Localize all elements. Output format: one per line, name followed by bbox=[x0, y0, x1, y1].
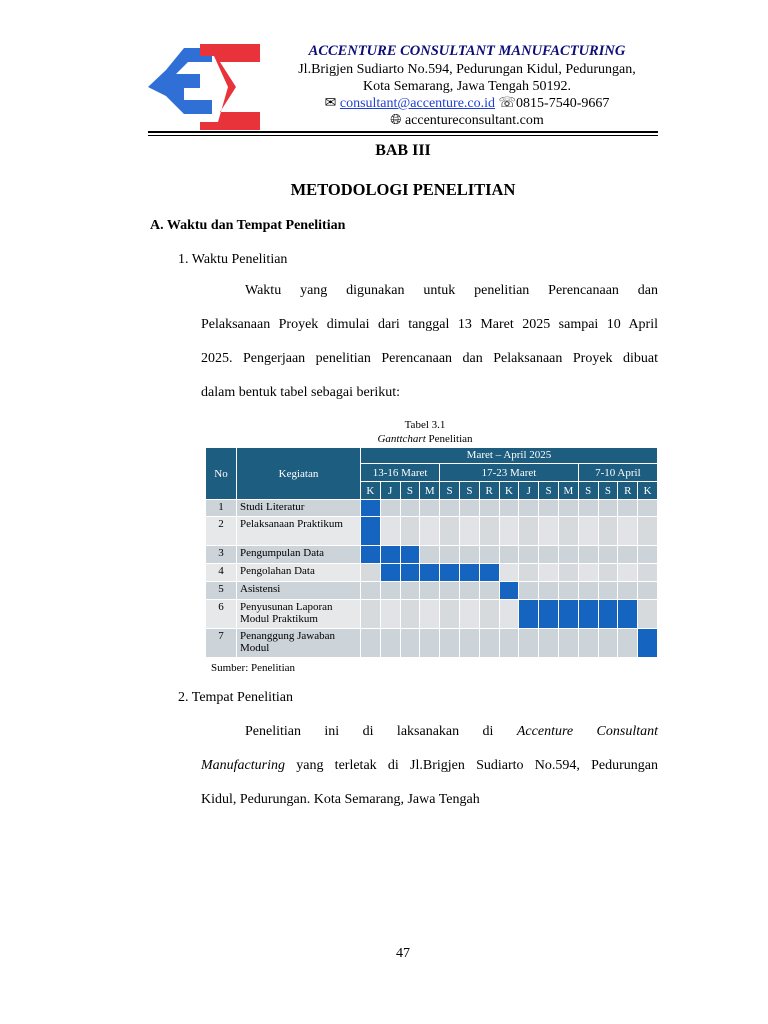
paragraph-line: Pelaksanaan Proyek dimulai dari tanggal 13 Maret 2025 sampai 10 April bbox=[201, 317, 658, 332]
gantt-empty-cell bbox=[440, 500, 460, 517]
day-header: K bbox=[638, 482, 658, 500]
paragraph-line: Waktu yang digunakan untuk penelitian Perencanaan dan bbox=[245, 283, 658, 298]
gantt-empty-cell bbox=[618, 517, 638, 546]
week-header: 7-10 April bbox=[579, 464, 658, 482]
gantt-empty-cell bbox=[559, 517, 579, 546]
column-header-no: No bbox=[206, 448, 237, 500]
row-number: 5 bbox=[206, 582, 237, 600]
gantt-bar-cell bbox=[500, 582, 520, 600]
row-activity: Pengolahan Data bbox=[237, 564, 361, 582]
gantt-empty-cell bbox=[519, 546, 539, 564]
header-rule-thick bbox=[148, 131, 658, 133]
gantt-empty-cell bbox=[638, 600, 658, 629]
gantt-empty-cell bbox=[599, 517, 619, 546]
gantt-bar-cell bbox=[579, 600, 599, 629]
column-header-kegiatan: Kegiatan bbox=[237, 448, 361, 500]
paragraph-italic: Manufacturing bbox=[201, 758, 285, 773]
table-caption-rest: Penelitian bbox=[425, 433, 473, 445]
gantt-empty-cell bbox=[420, 629, 440, 658]
gantt-empty-cell bbox=[539, 564, 559, 582]
gantt-bar-cell bbox=[381, 546, 401, 564]
gantt-empty-cell bbox=[381, 582, 401, 600]
gantt-bar-cell bbox=[460, 564, 480, 582]
gantt-empty-cell bbox=[480, 600, 500, 629]
subsection-heading-1: 1. Waktu Penelitian bbox=[178, 252, 288, 267]
row-number: 1 bbox=[206, 500, 237, 517]
gantt-bar-cell bbox=[420, 564, 440, 582]
paragraph-line: dalam bentuk tabel sebagai berikut: bbox=[201, 385, 401, 400]
gantt-empty-cell bbox=[460, 629, 480, 658]
row-activity: Asistensi bbox=[237, 582, 361, 600]
gantt-empty-cell bbox=[559, 629, 579, 658]
gantt-empty-cell bbox=[460, 546, 480, 564]
gantt-empty-cell bbox=[401, 517, 421, 546]
gantt-empty-cell bbox=[579, 564, 599, 582]
paragraph-text: Penelitian ini di laksanakan di bbox=[245, 724, 517, 739]
gantt-empty-cell bbox=[559, 582, 579, 600]
day-header: J bbox=[519, 482, 539, 500]
gantt-empty-cell bbox=[579, 517, 599, 546]
gantt-empty-cell bbox=[618, 582, 638, 600]
paragraph-line bbox=[245, 724, 658, 740]
paragraph-text: yang terletak di Jl.Brigjen Sudiarto No.594, Pedurungan bbox=[285, 758, 658, 773]
gantt-bar-cell bbox=[559, 600, 579, 629]
gantt-empty-cell bbox=[539, 517, 559, 546]
gantt-empty-cell bbox=[500, 546, 520, 564]
day-header: S bbox=[460, 482, 480, 500]
gantt-empty-cell bbox=[599, 546, 619, 564]
company-name: ACCENTURE CONSULTANT MANUFACTURING bbox=[308, 43, 626, 59]
day-header: K bbox=[500, 482, 520, 500]
gantt-empty-cell bbox=[618, 546, 638, 564]
gantt-empty-cell bbox=[500, 564, 520, 582]
gantt-empty-cell bbox=[500, 517, 520, 546]
row-activity: Studi Literatur bbox=[237, 500, 361, 517]
gantt-empty-cell bbox=[599, 564, 619, 582]
phone-icon: ☏ bbox=[498, 96, 517, 111]
gantt-bar-cell bbox=[401, 546, 421, 564]
website-text: accentureconsultant.com bbox=[404, 113, 544, 128]
gantt-empty-cell bbox=[381, 600, 401, 629]
gantt-empty-cell bbox=[361, 629, 381, 658]
gantt-bar-cell bbox=[599, 600, 619, 629]
gantt-empty-cell bbox=[420, 582, 440, 600]
day-header: M bbox=[420, 482, 440, 500]
gantt-empty-cell bbox=[539, 500, 559, 517]
gantt-empty-cell bbox=[480, 517, 500, 546]
gantt-empty-cell bbox=[618, 500, 638, 517]
gantt-empty-cell bbox=[579, 546, 599, 564]
gantt-empty-cell bbox=[460, 517, 480, 546]
table-caption-italic: Ganttchart bbox=[377, 433, 426, 445]
gantt-bar-cell bbox=[381, 564, 401, 582]
gantt-empty-cell bbox=[579, 500, 599, 517]
gantt-empty-cell bbox=[519, 500, 539, 517]
row-number: 2 bbox=[206, 517, 237, 546]
gantt-empty-cell bbox=[519, 582, 539, 600]
gantt-empty-cell bbox=[420, 517, 440, 546]
table-caption-title bbox=[340, 433, 510, 445]
gantt-empty-cell bbox=[440, 546, 460, 564]
gantt-empty-cell bbox=[460, 582, 480, 600]
table-source: Sumber: Penelitian bbox=[211, 662, 296, 674]
globe-icon: 🌐︎ bbox=[390, 113, 402, 128]
gantt-bar-cell bbox=[361, 517, 381, 546]
gantt-empty-cell bbox=[500, 629, 520, 658]
day-header: J bbox=[381, 482, 401, 500]
gantt-bar-cell bbox=[638, 629, 658, 658]
gantt-empty-cell bbox=[638, 564, 658, 582]
gantt-empty-cell bbox=[361, 582, 381, 600]
paragraph-line bbox=[201, 758, 658, 774]
gantt-empty-cell bbox=[480, 546, 500, 564]
day-header: S bbox=[579, 482, 599, 500]
gantt-empty-cell bbox=[539, 582, 559, 600]
gantt-empty-cell bbox=[440, 517, 460, 546]
gantt-empty-cell bbox=[420, 600, 440, 629]
row-activity: Pelaksanaan Praktikum bbox=[237, 517, 361, 546]
gantt-empty-cell bbox=[381, 500, 401, 517]
gantt-empty-cell bbox=[638, 546, 658, 564]
gantt-empty-cell bbox=[440, 629, 460, 658]
gantt-empty-cell bbox=[519, 629, 539, 658]
website-line bbox=[262, 112, 672, 129]
day-header: S bbox=[401, 482, 421, 500]
gantt-empty-cell bbox=[539, 629, 559, 658]
gantt-bar-cell bbox=[519, 600, 539, 629]
gantt-bar-cell bbox=[401, 564, 421, 582]
gantt-bar-cell bbox=[539, 600, 559, 629]
gantt-empty-cell bbox=[480, 582, 500, 600]
row-number: 3 bbox=[206, 546, 237, 564]
table-caption-number: Tabel 3.1 bbox=[404, 419, 446, 431]
chapter-title: METODOLOGI PENELITIAN bbox=[290, 180, 516, 199]
day-header: S bbox=[440, 482, 460, 500]
paragraph-italic: Accenture Consultant bbox=[516, 724, 658, 739]
section-heading-a: A. Waktu dan Tempat Penelitian bbox=[150, 218, 346, 233]
gantt-empty-cell bbox=[579, 629, 599, 658]
week-header: 13-16 Maret bbox=[361, 464, 440, 482]
gantt-empty-cell bbox=[381, 517, 401, 546]
row-number: 7 bbox=[206, 629, 237, 658]
gantt-empty-cell bbox=[579, 582, 599, 600]
gantt-empty-cell bbox=[420, 500, 440, 517]
gantt-empty-cell bbox=[638, 517, 658, 546]
gantt-empty-cell bbox=[500, 600, 520, 629]
gantt-bar-cell bbox=[480, 564, 500, 582]
paragraph-line: Kidul, Pedurungan. Kota Semarang, Jawa Tengah bbox=[201, 792, 480, 807]
gantt-empty-cell bbox=[539, 546, 559, 564]
chapter-label: BAB III bbox=[375, 142, 431, 159]
gantt-table bbox=[206, 448, 658, 661]
subsection-heading-2: 2. Tempat Penelitian bbox=[178, 690, 294, 705]
gantt-empty-cell bbox=[401, 600, 421, 629]
gantt-bar-cell bbox=[440, 564, 460, 582]
gantt-empty-cell bbox=[401, 629, 421, 658]
day-header: R bbox=[480, 482, 500, 500]
day-header: M bbox=[559, 482, 579, 500]
gantt-empty-cell bbox=[381, 629, 401, 658]
row-number: 4 bbox=[206, 564, 237, 582]
gantt-empty-cell bbox=[480, 500, 500, 517]
address-line-1: Jl.Brigjen Sudiarto No.594, Pedurungan Kidul, Pedurungan, bbox=[298, 62, 636, 77]
address-line-2: Kota Semarang, Jawa Tengah 50192. bbox=[363, 79, 571, 94]
gantt-empty-cell bbox=[420, 546, 440, 564]
gantt-empty-cell bbox=[599, 629, 619, 658]
gantt-empty-cell bbox=[559, 564, 579, 582]
contact-line bbox=[262, 95, 672, 112]
week-header: 17-23 Maret bbox=[440, 464, 579, 482]
page-number: 47 bbox=[396, 946, 410, 961]
row-activity: Penanggung Jawaban Modul bbox=[237, 629, 361, 658]
gantt-empty-cell bbox=[638, 500, 658, 517]
gantt-empty-cell bbox=[519, 517, 539, 546]
header-rule-thin bbox=[148, 135, 658, 136]
phone-number: 0815-7540-9667 bbox=[516, 96, 610, 111]
day-header: S bbox=[539, 482, 559, 500]
day-header: S bbox=[599, 482, 619, 500]
gantt-empty-cell bbox=[460, 600, 480, 629]
period-header: Maret – April 2025 bbox=[361, 448, 658, 464]
gantt-empty-cell bbox=[618, 564, 638, 582]
gantt-empty-cell bbox=[361, 564, 381, 582]
row-number: 6 bbox=[206, 600, 237, 629]
gantt-empty-cell bbox=[440, 582, 460, 600]
day-header: K bbox=[361, 482, 381, 500]
day-header: R bbox=[618, 482, 638, 500]
paragraph-line: 2025. Pengerjaan penelitian Perencanaan dan Pelaksanaan Proyek dibuat bbox=[201, 351, 658, 366]
gantt-empty-cell bbox=[460, 500, 480, 517]
row-activity: Pengumpulan Data bbox=[237, 546, 361, 564]
company-logo bbox=[148, 44, 260, 130]
gantt-empty-cell bbox=[401, 582, 421, 600]
gantt-bar-cell bbox=[361, 546, 381, 564]
gantt-empty-cell bbox=[618, 629, 638, 658]
gantt-empty-cell bbox=[361, 600, 381, 629]
gantt-empty-cell bbox=[401, 500, 421, 517]
row-activity: Penyusunan Laporan Modul Praktikum bbox=[237, 600, 361, 629]
mail-icon: ✉ bbox=[324, 96, 337, 111]
gantt-empty-cell bbox=[638, 582, 658, 600]
gantt-empty-cell bbox=[500, 500, 520, 517]
gantt-bar-cell bbox=[361, 500, 381, 517]
gantt-empty-cell bbox=[599, 582, 619, 600]
gantt-empty-cell bbox=[559, 500, 579, 517]
gantt-empty-cell bbox=[599, 500, 619, 517]
gantt-empty-cell bbox=[480, 629, 500, 658]
gantt-bar-cell bbox=[618, 600, 638, 629]
email-link[interactable]: consultant@accenture.co.id bbox=[339, 96, 496, 111]
gantt-empty-cell bbox=[440, 600, 460, 629]
gantt-empty-cell bbox=[519, 564, 539, 582]
gantt-empty-cell bbox=[559, 546, 579, 564]
